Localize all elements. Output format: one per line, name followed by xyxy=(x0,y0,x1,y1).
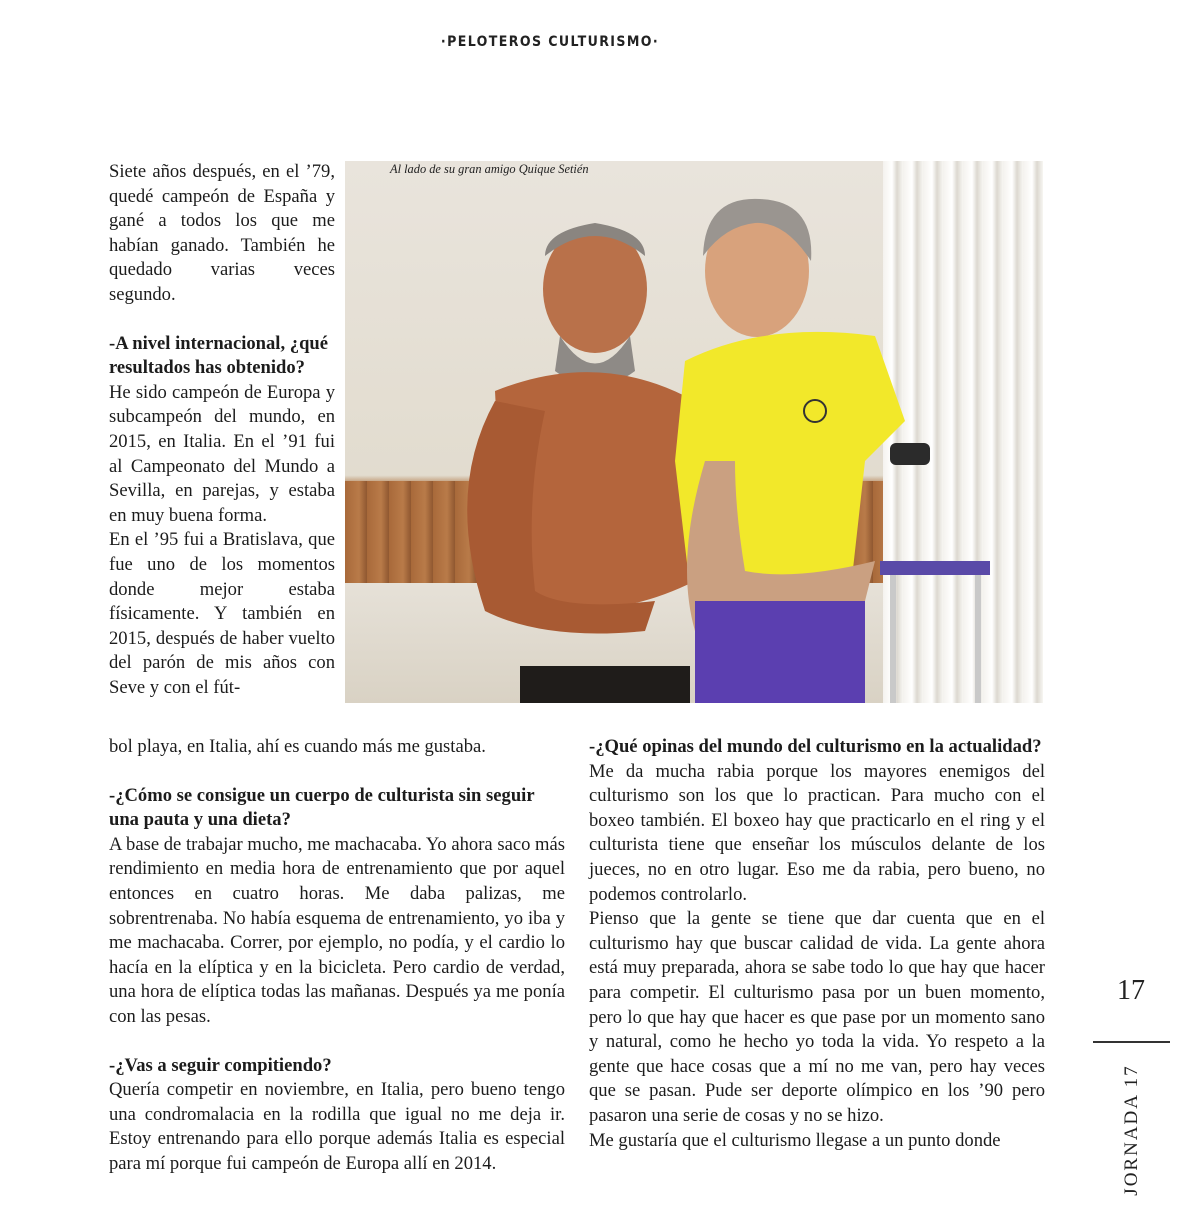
magazine-section-header: ·PELOTEROS CULTURISMO· xyxy=(440,34,660,50)
answer-compete: Quería competir en noviembre, en Italia, pero bueno tengo una condromalacia en la rodilla que igual no me deja ir. Estoy entrenando para ello porque además Italia es especial para mí porque fui campeón de Europa allí en 2014. xyxy=(109,1079,565,1174)
stool-leg xyxy=(975,575,981,703)
wristwatch xyxy=(890,443,930,465)
question-compete: -¿Vas a seguir compitiendo? xyxy=(109,1054,332,1076)
bodybuilder-trousers xyxy=(520,666,690,703)
margin-divider xyxy=(1093,1041,1170,1043)
photo-people-illustration xyxy=(345,161,1043,703)
answer-opinion-2: Pienso que la gente se tiene que dar cuenta que en el culturismo hay que buscar calidad de vida. La gente ahora está muy preparada, ahora se sabe todo lo que hay que hacer para competir. El culturismo pasa por un buen momento, pero lo que hay que hacer es que pase por un momento sano y natural, como he hecho yo toda la vida. Yo respeto a la gente que hace cosas que a mí no me van, pero hay veces que se pasan. Pude ser deporte olímpico en los ’90 pero pasaron una serie de cosas y no se hizo. xyxy=(589,908,1045,1126)
article-photo xyxy=(345,161,1043,703)
answer-international-2: En el ’95 fui a Bratislava, que fue uno de los momentos donde mejor estaba físicamente. Y también en 2015, después de haber vuelto del parón de mis años con Seve y con el fút- xyxy=(109,529,335,698)
answer-opinion-1: Me da mucha rabia porque los mayores enemigos del culturismo son los que lo practican. Para mucho con el boxeo también. El boxeo hay que practicarlo en el ring y el culturista tiene que enseñar los músculos delante de los jueces, no en otro lugar. Eso me da rabia, pero bueno, no podemos controlarlo. xyxy=(589,760,1045,905)
issue-label: JORNADA 17 xyxy=(1121,1064,1142,1196)
answer-opinion-3: Me gustaría que el culturismo llegase a un punto donde xyxy=(589,1129,1001,1151)
article-column-2 xyxy=(109,735,565,1177)
continuation-paragraph: bol playa, en Italia, ahí es cuando más me gustaba. xyxy=(109,736,486,757)
photo-caption: Al lado de su gran amigo Quique Setién xyxy=(390,162,589,176)
answer-body: A base de trabajar mucho, me machacaba. Yo ahora saco más rendimiento en media hora de entrenamiento que por aquel entonces en cuatro horas. Me daba palizas, me sobrentrenaba. No había esquema de entrenamiento, yo iba y me machacaba. Correr, por ejemplo, no podía, y el cardio lo hacía en la elíptica y en la bicicleta. Pero cardio de verdad, una hora de elíptica todas las mañanas. Después ya me ponía con las pesas. xyxy=(109,833,565,1027)
article-column-1 xyxy=(109,160,335,700)
intro-paragraph: Siete años después, en el ’79, quedé campeón de España y gané a todos los que me habían ganado. También he quedado varias veces segundo. xyxy=(109,161,335,305)
page-number: 17 xyxy=(1117,975,1145,1006)
question-opinion: -¿Qué opinas del mundo del culturismo en la actualidad? xyxy=(589,736,1042,757)
article-column-3 xyxy=(589,735,1045,1153)
question-body: -¿Cómo se consigue un cuerpo de culturista sin seguir una pauta y una dieta? xyxy=(109,784,535,831)
stool-leg xyxy=(890,575,896,703)
question-international: -A nivel internacional, ¿qué resultados has obtenido? xyxy=(109,332,329,379)
stool-seat xyxy=(880,561,990,575)
purple-trousers xyxy=(695,601,865,703)
answer-international-1: He sido campeón de Europa y subcampeón del mundo, en 2015, en Italia. En el ’91 fui al Campeonato del Mundo a Sevilla, en parejas, y estaba en muy buena forma. xyxy=(109,381,335,526)
